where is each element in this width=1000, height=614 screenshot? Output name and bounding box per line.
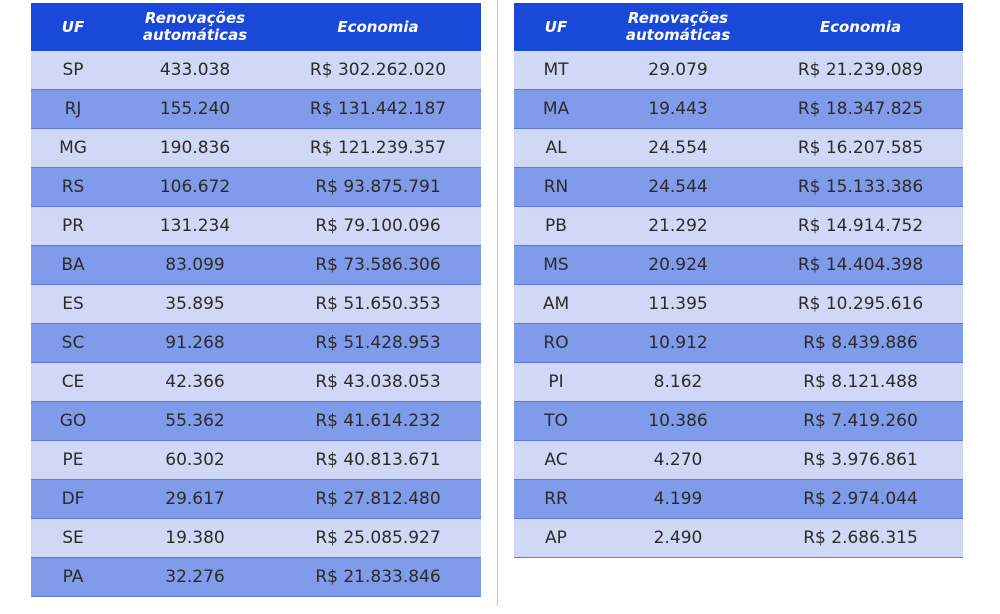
cell-renovacoes: 91.268 [115,324,275,363]
cell-economia: R$ 131.442.187 [275,90,481,129]
cell-uf: MG [31,129,115,168]
cell-uf: PA [31,558,115,597]
cell-renovacoes: 19.443 [598,90,758,129]
table-row [31,558,481,597]
table-row [31,285,481,324]
cell-uf: PR [31,207,115,246]
cell-uf: SC [31,324,115,363]
table-row [514,363,963,402]
cell-renovacoes: 29.079 [598,51,758,90]
table-row [514,402,963,441]
header-economia: Economia [275,3,481,51]
header-uf: UF [514,3,598,51]
cell-uf: RS [31,168,115,207]
cell-renovacoes: 42.366 [115,363,275,402]
cell-renovacoes: 24.554 [598,129,758,168]
header-renovacoes-line1: Renovações [144,9,246,27]
cell-renovacoes: 55.362 [115,402,275,441]
table-row [31,519,481,558]
cell-economia: R$ 21.239.089 [758,51,963,90]
table-row [514,51,963,90]
table-row [31,324,481,363]
cell-economia: R$ 2.974.044 [758,480,963,519]
cell-renovacoes: 10.912 [598,324,758,363]
header-renovacoes [115,3,275,51]
cell-uf: RR [514,480,598,519]
cell-renovacoes: 2.490 [598,519,758,558]
cell-economia: R$ 10.295.616 [758,285,963,324]
cell-uf: GO [31,402,115,441]
cell-uf: TO [514,402,598,441]
header-renovacoes [598,3,758,51]
left-table-body [31,51,481,597]
header-row [31,3,481,51]
cell-uf: DF [31,480,115,519]
cell-uf: SP [31,51,115,90]
cell-economia: R$ 93.875.791 [275,168,481,207]
header-renovacoes-line2: automáticas [625,26,731,44]
header-uf: UF [31,3,115,51]
cell-uf: AM [514,285,598,324]
table-row [514,129,963,168]
right-table-body [514,51,963,558]
table-row [31,129,481,168]
cell-economia: R$ 15.133.386 [758,168,963,207]
cell-economia: R$ 27.812.480 [275,480,481,519]
cell-renovacoes: 24.544 [598,168,758,207]
cell-renovacoes: 4.270 [598,441,758,480]
cell-economia: R$ 8.439.886 [758,324,963,363]
table-row [31,51,481,90]
cell-economia: R$ 3.976.861 [758,441,963,480]
cell-uf: CE [31,363,115,402]
cell-renovacoes: 35.895 [115,285,275,324]
cell-economia: R$ 73.586.306 [275,246,481,285]
cell-renovacoes: 19.380 [115,519,275,558]
table-row [514,324,963,363]
cell-economia: R$ 14.404.398 [758,246,963,285]
cell-uf: BA [31,246,115,285]
table-row [514,246,963,285]
cell-renovacoes: 20.924 [598,246,758,285]
table-row [514,519,963,558]
table-row [514,207,963,246]
cell-renovacoes: 8.162 [598,363,758,402]
cell-economia: R$ 40.813.671 [275,441,481,480]
table-row [31,168,481,207]
cell-economia: R$ 8.121.488 [758,363,963,402]
table-row [514,480,963,519]
cell-economia: R$ 14.914.752 [758,207,963,246]
cell-economia: R$ 2.686.315 [758,519,963,558]
cell-renovacoes: 11.395 [598,285,758,324]
cell-uf: PB [514,207,598,246]
table-row [514,90,963,129]
right-table [514,3,963,558]
cell-uf: MS [514,246,598,285]
column-divider [497,0,498,606]
cell-renovacoes: 433.038 [115,51,275,90]
cell-uf: PE [31,441,115,480]
cell-uf: SE [31,519,115,558]
table-row [514,168,963,207]
header-row [514,3,963,51]
table-row [31,363,481,402]
cell-economia: R$ 7.419.260 [758,402,963,441]
cell-economia: R$ 18.347.825 [758,90,963,129]
cell-economia: R$ 121.239.357 [275,129,481,168]
cell-economia: R$ 25.085.927 [275,519,481,558]
cell-uf: ES [31,285,115,324]
cell-renovacoes: 10.386 [598,402,758,441]
cell-renovacoes: 83.099 [115,246,275,285]
cell-renovacoes: 60.302 [115,441,275,480]
cell-economia: R$ 79.100.096 [275,207,481,246]
cell-economia: R$ 21.833.846 [275,558,481,597]
table-row [31,441,481,480]
cell-renovacoes: 4.199 [598,480,758,519]
cell-uf: MT [514,51,598,90]
cell-renovacoes: 106.672 [115,168,275,207]
left-table [31,3,481,597]
cell-uf: AC [514,441,598,480]
table-row [514,441,963,480]
cell-uf: MA [514,90,598,129]
header-renovacoes-line2: automáticas [142,26,248,44]
header-renovacoes-line1: Renovações [627,9,729,27]
cell-uf: PI [514,363,598,402]
table-row [31,207,481,246]
cell-economia: R$ 302.262.020 [275,51,481,90]
cell-economia: R$ 43.038.053 [275,363,481,402]
cell-uf: AP [514,519,598,558]
cell-uf: RJ [31,90,115,129]
cell-economia: R$ 16.207.585 [758,129,963,168]
cell-economia: R$ 51.650.353 [275,285,481,324]
cell-uf: RN [514,168,598,207]
cell-renovacoes: 131.234 [115,207,275,246]
cell-renovacoes: 190.836 [115,129,275,168]
table-row [31,480,481,519]
cell-economia: R$ 51.428.953 [275,324,481,363]
cell-uf: AL [514,129,598,168]
table-row [31,90,481,129]
cell-renovacoes: 29.617 [115,480,275,519]
table-row [31,246,481,285]
header-economia: Economia [758,3,963,51]
cell-renovacoes: 21.292 [598,207,758,246]
cell-renovacoes: 155.240 [115,90,275,129]
table-row [514,285,963,324]
table-row [31,402,481,441]
cell-uf: RO [514,324,598,363]
cell-economia: R$ 41.614.232 [275,402,481,441]
cell-renovacoes: 32.276 [115,558,275,597]
